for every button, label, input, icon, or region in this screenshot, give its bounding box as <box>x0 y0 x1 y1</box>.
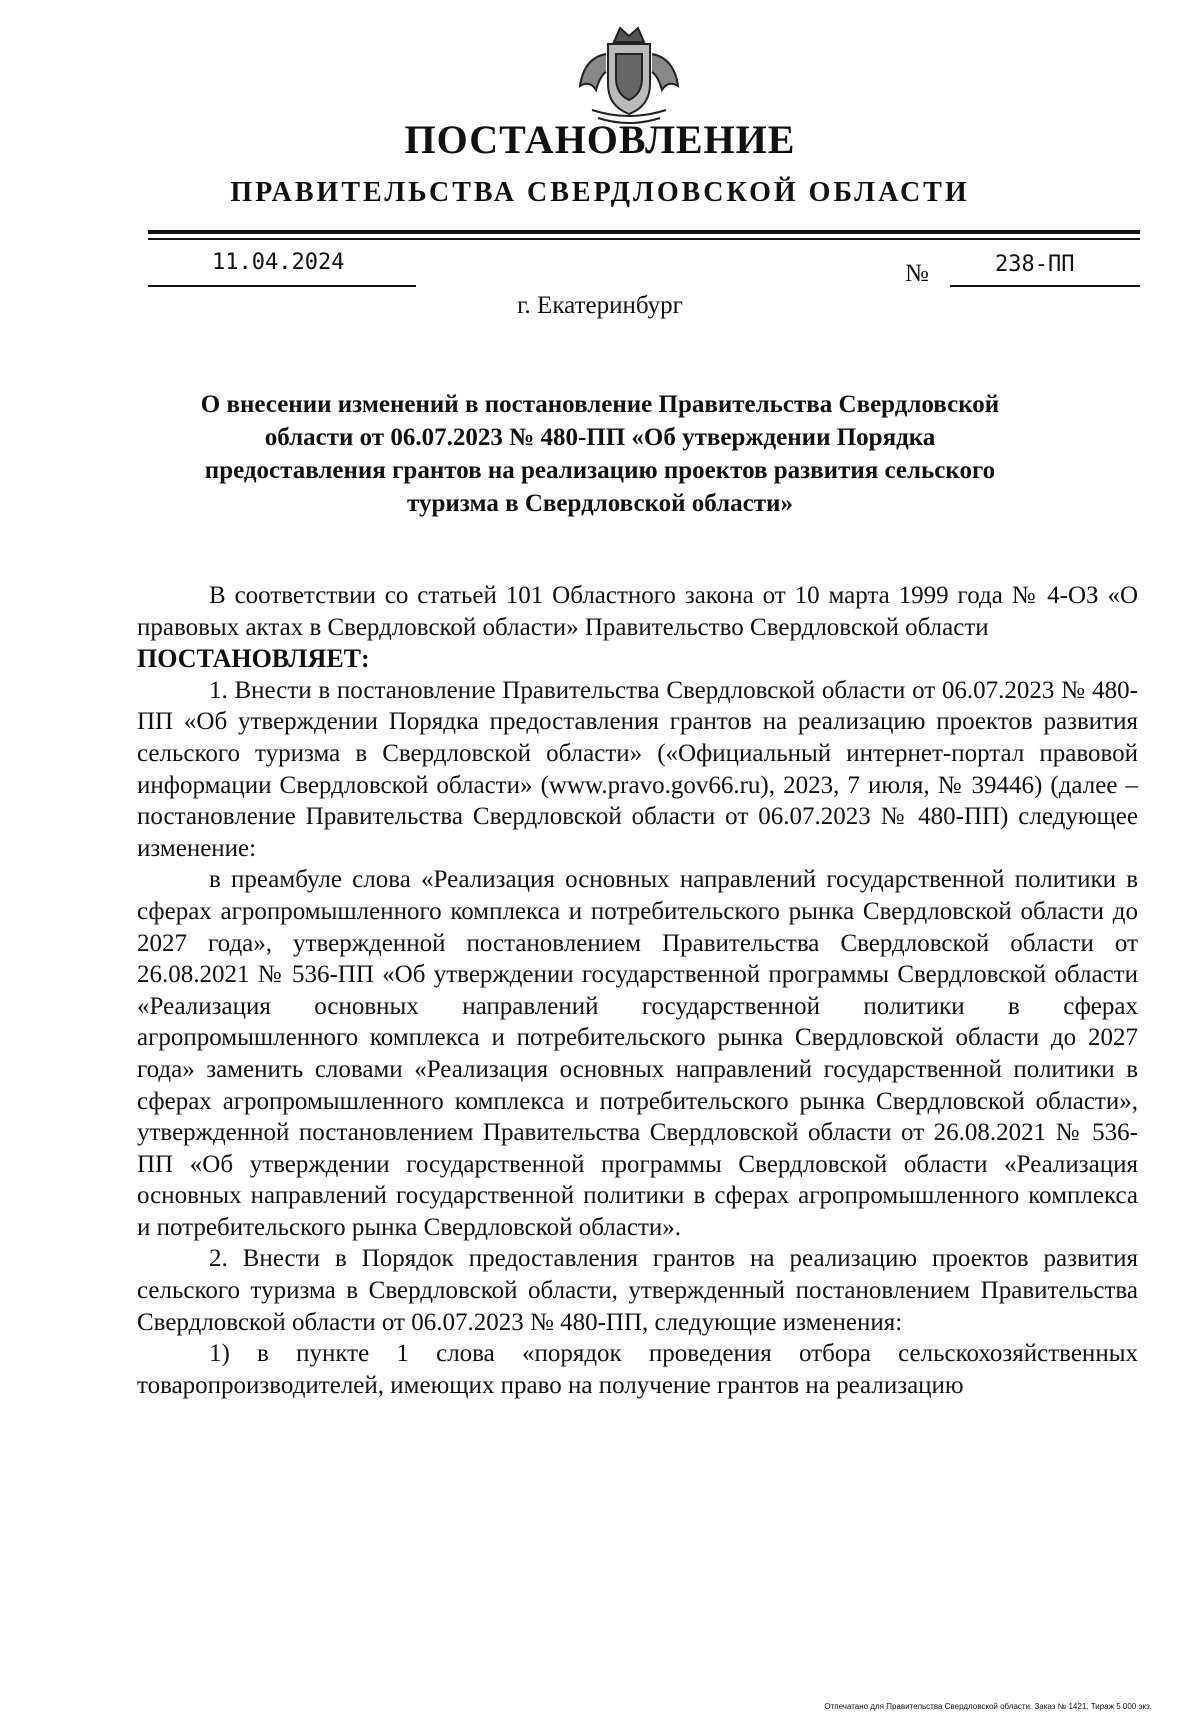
paragraph-intro: В соответствии со статьей 101 Областного закона от 10 марта 1999 года № 4-ОЗ «О правовых актах в Свердловской области» Правительство Свердловской области <box>137 582 1138 641</box>
header-rule-thin <box>148 238 1140 240</box>
resolve-word: ПОСТАНОВЛЯЕТ: <box>137 644 370 674</box>
paragraph-3: 2. Внести в Порядок предоставления грантов на реализацию проектов развития сельского туризма в Свердловской области, утвержденный постановлением Правительства Свердловской области от 06.07.2023 № 480-ПП, следующие изменения: <box>137 1245 1138 1336</box>
number-underline <box>950 285 1140 287</box>
document-heading: О внесении изменений в постановление Правительства Свердловской области от 06.07.2023 № 480-ПП «Об утверждении Порядка предоставления грантов на реализацию проектов развития сельского туризма в Свердловской области» <box>200 391 1000 517</box>
number-sign: № <box>905 260 929 287</box>
coat-of-arms-icon <box>570 14 688 126</box>
paragraph-4: 1) в пункте 1 слова «порядок проведения отбора сельскохозяйственных товаропроизводителей, имеющих право на получение грантов на реализацию <box>137 1340 1138 1399</box>
document-body <box>137 580 1138 1401</box>
document-subtitle: ПРАВИТЕЛЬСТВА СВЕРДЛОВСКОЙ ОБЛАСТИ <box>230 177 970 208</box>
document-title: ПОСТАНОВЛЕНИЕ <box>404 117 796 162</box>
document-number: 238-ПП <box>995 252 1075 277</box>
date-underline <box>148 285 416 287</box>
document-date: 11.04.2024 <box>212 250 345 275</box>
document-city: г. Екатеринбург <box>517 292 683 319</box>
header-rule-thick <box>148 230 1140 234</box>
paragraph-1: 1. Внести в постановление Правительства Свердловской области от 06.07.2023 № 480-ПП «Об утверждении Порядка предоставления грантов на реализацию проектов развития сельского туризма в Свердловской области» («Официальный интернет-портал правовой информации Свердловской области» (www.pravo.gov66.ru), 2023, 7 июля, № 39446) (далее – постановление Правительства Свердловской области от 06.07.2023 № 480-ПП) следующее изменение: <box>137 676 1138 862</box>
paragraph-2: в преамбуле слова «Реализация основных направлений государственной политики в сферах агропромышленного комплекса и потребительского рынка Свердловской области до 2027 года», утвержденной постановлением Правительства Свердловской области от 26.08.2021 № 536-ПП «Об утверждении государственной программы Свердловской области «Реализация основных направлений государственной политики в сферах агропромышленного комплекса и потребительского рынка Свердловской области до 2027 года» заменить словами «Реализация основных направлений государственной политики в сферах агропромышленного комплекса и потребительского рынка Свердловской области», утвержденной постановлением Правительства Свердловской области от 26.08.2021 № 536-ПП «Об утверждении государственной программы Свердловской области «Реализация основных направлений государственной политики в сферах агропромышленного комплекса и потребительского рынка Свердловской области». <box>137 866 1138 1241</box>
print-footer: Отпечатано для Правительства Свердловской области. Заказ № 1421. Тираж 5 000 экз. <box>824 1702 1152 1711</box>
